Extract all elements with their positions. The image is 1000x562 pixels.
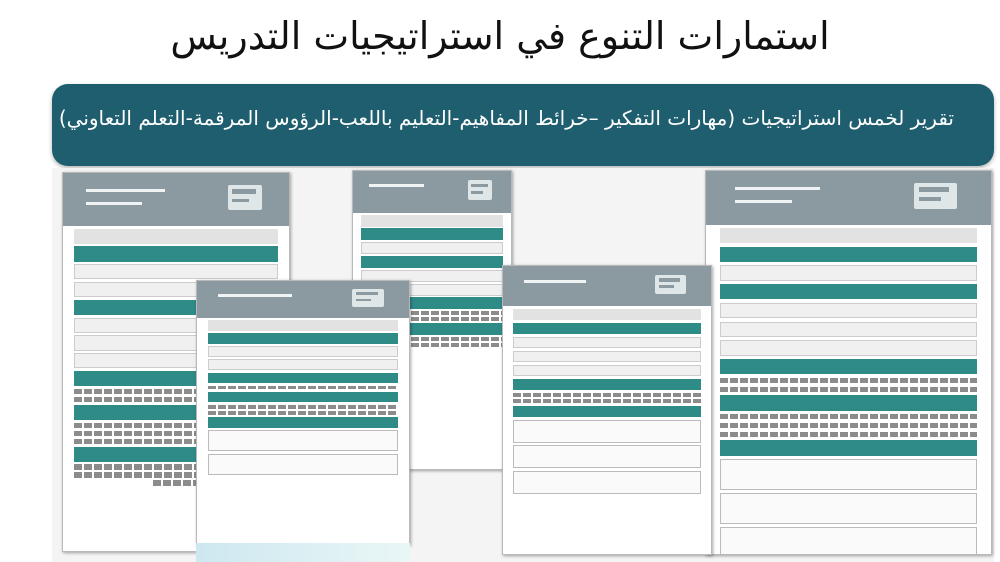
- ministry-logo-icon: [914, 183, 957, 209]
- slide-title: استمارات التنوع في استراتيجيات التدريس: [170, 14, 830, 58]
- ministry-logo-icon: [228, 185, 262, 210]
- report-form-thumbnail: [502, 265, 712, 555]
- ministry-logo-icon: [655, 275, 686, 294]
- subtitle-banner: [52, 84, 994, 166]
- decorative-strip: [196, 543, 410, 562]
- report-form-thumbnail: [196, 280, 410, 545]
- banner-text: تقرير لخمس استراتيجيات (مهارات التفكير –خرائط المفاهيم-التعليم باللعب-الرؤوس المرقمة-التعلم التعاوني): [58, 106, 954, 130]
- ministry-logo-icon: [352, 289, 384, 307]
- report-form-thumbnail: [705, 170, 992, 555]
- ministry-logo-icon: [468, 180, 492, 200]
